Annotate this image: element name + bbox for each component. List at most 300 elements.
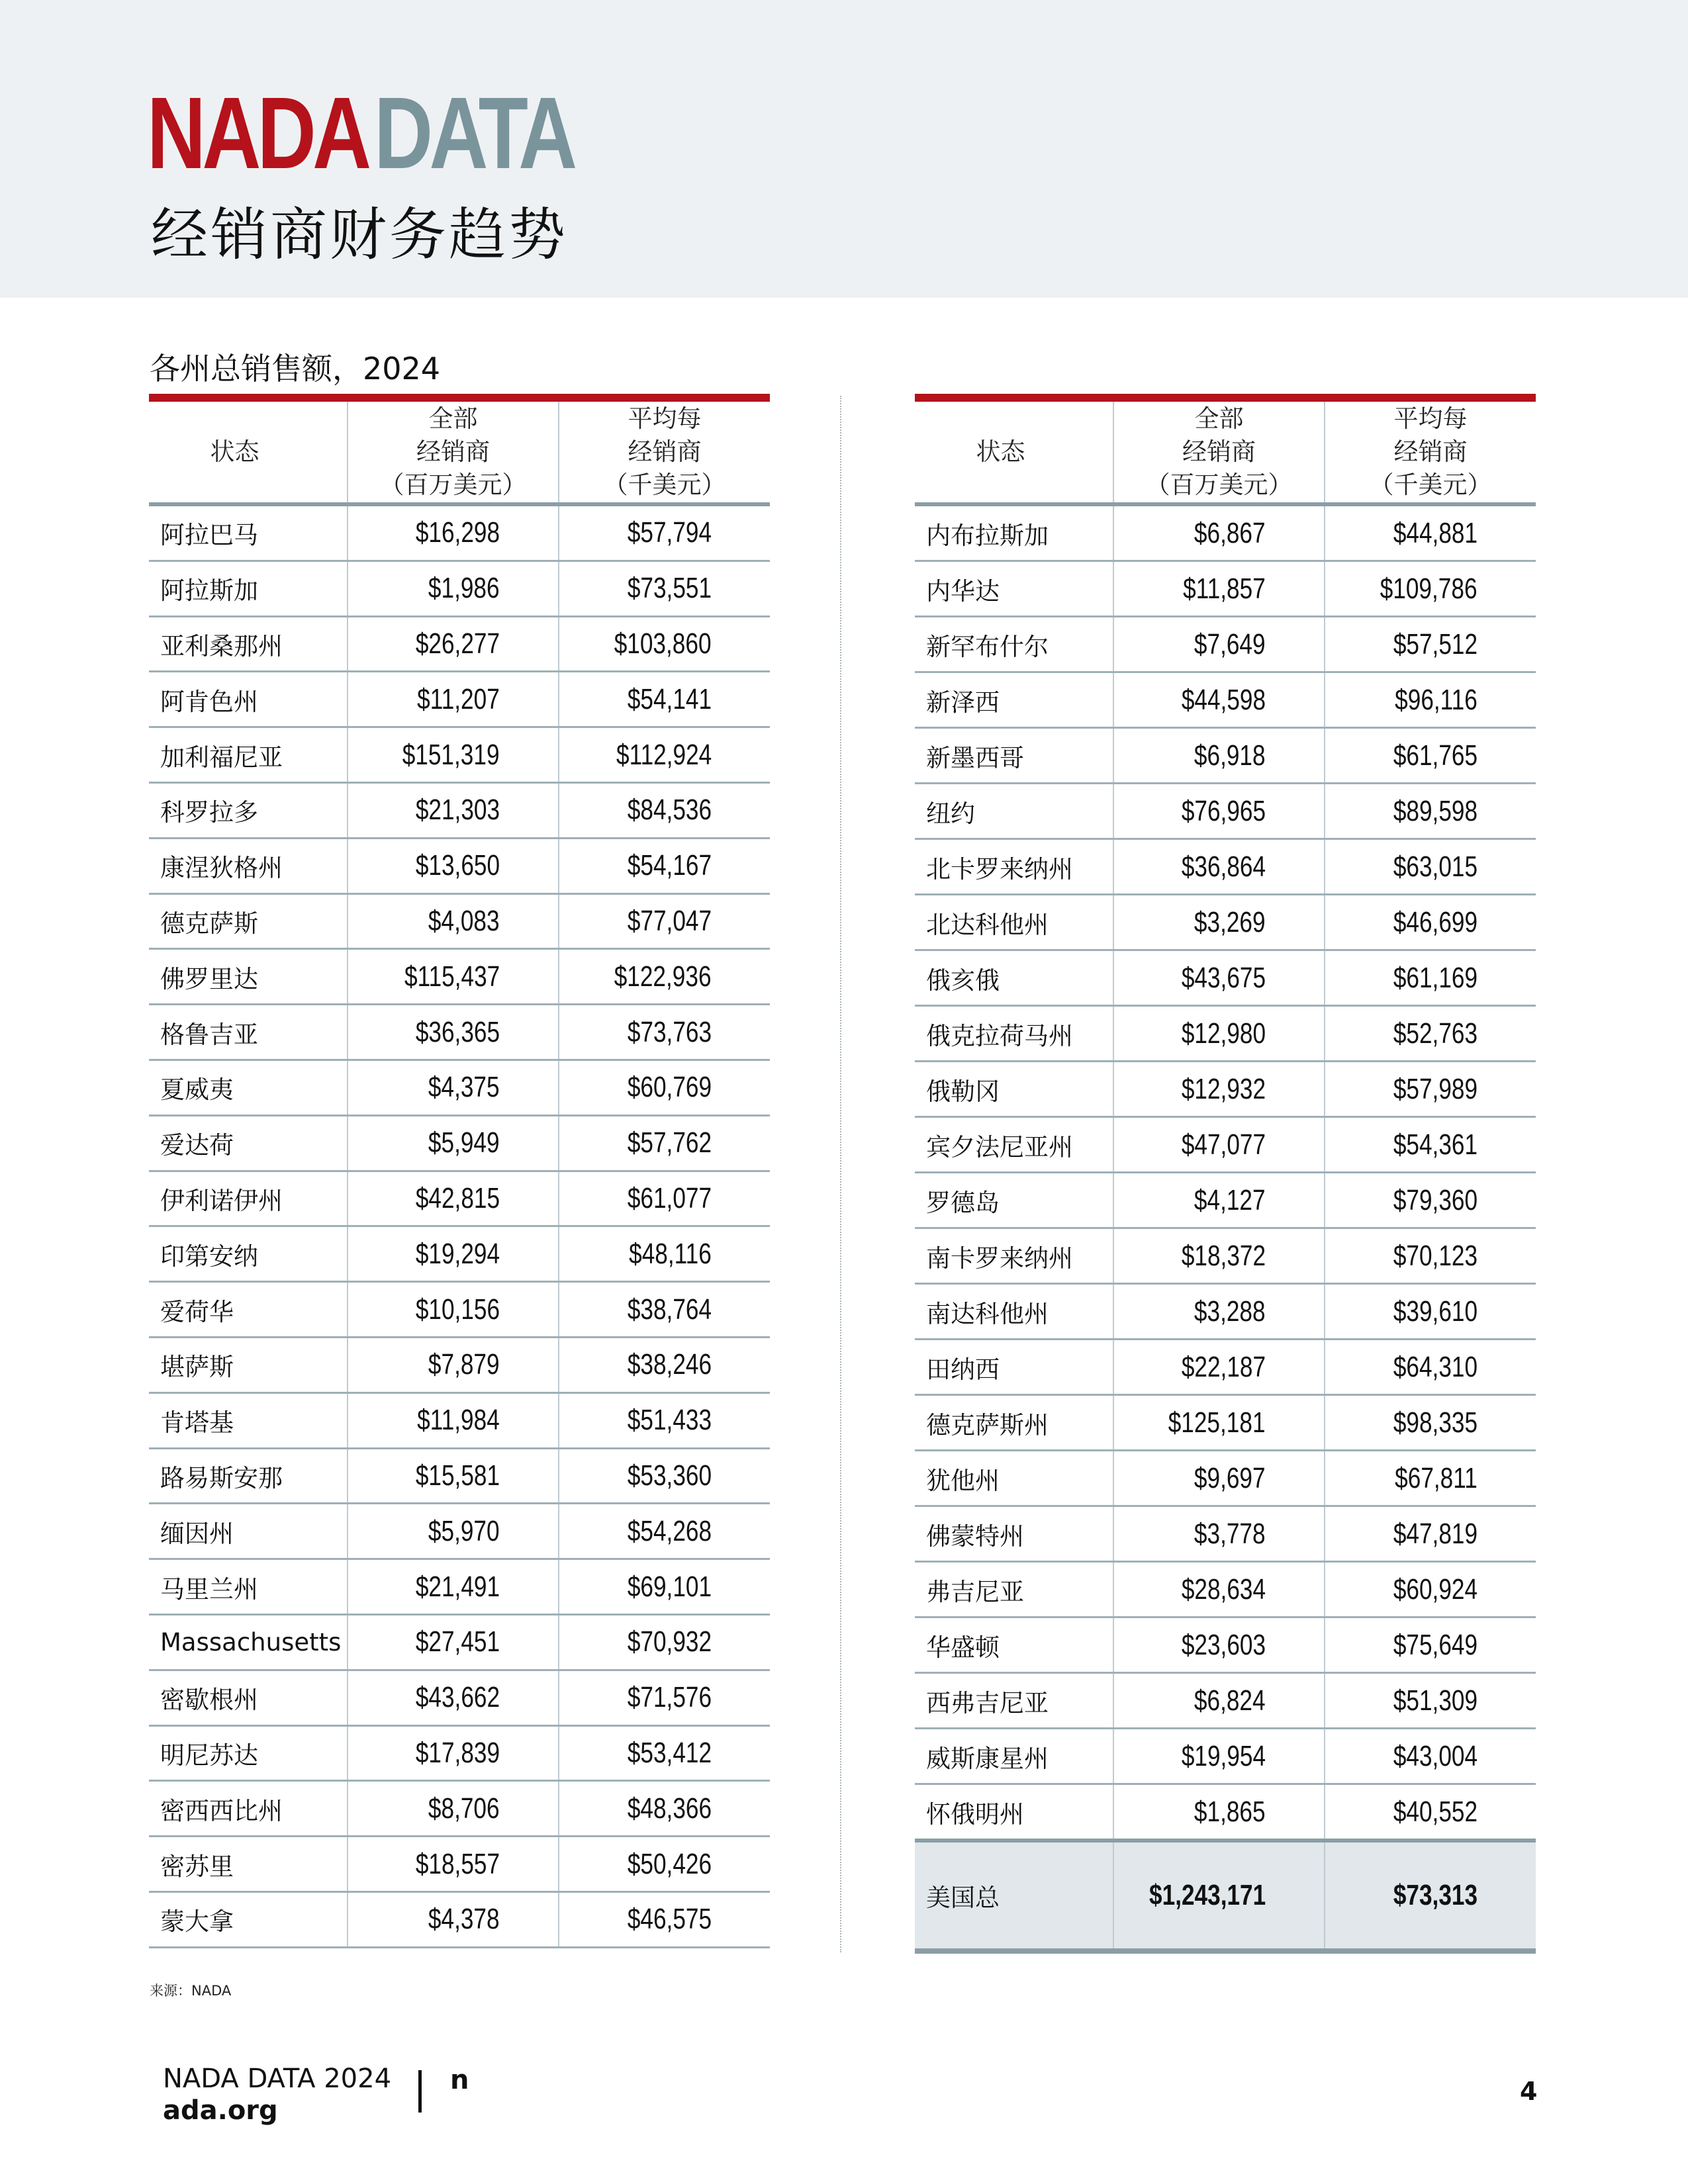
header-line: 全部	[1194, 404, 1244, 433]
total-sales-cell	[348, 782, 559, 838]
left-table-body	[149, 504, 770, 1947]
average-sales-value: $61,765	[1393, 739, 1477, 772]
average-sales-cell	[559, 1392, 770, 1448]
average-sales-cell	[559, 1060, 770, 1115]
state-name-cell: 西弗吉尼亚	[915, 1673, 1113, 1729]
state-name-cell: 密西西比州	[149, 1781, 348, 1837]
total-sales-value: $76,965	[1181, 794, 1266, 827]
table-row	[149, 1837, 770, 1892]
total-sales-cell	[348, 561, 559, 616]
total-sales-cell	[348, 1115, 559, 1171]
average-sales-cell	[1325, 728, 1536, 784]
total-sales-cell	[1113, 1506, 1325, 1562]
total-sales-cell	[1113, 617, 1325, 672]
total-sales-cell	[348, 1781, 559, 1837]
average-sales-cell	[559, 1171, 770, 1226]
header-line: 经销商	[1393, 437, 1468, 466]
total-sales-cell	[1113, 1841, 1325, 1951]
total-sales-cell	[348, 1725, 559, 1781]
table-row	[149, 1337, 770, 1392]
total-sales-cell	[348, 893, 559, 949]
state-name-cell: Massachusetts	[149, 1614, 348, 1670]
total-sales-value: $12,932	[1181, 1072, 1266, 1105]
total-sales-cell	[1113, 895, 1325, 950]
state-name-cell: 俄克拉荷马州	[915, 1006, 1113, 1062]
average-sales-cell	[1325, 1117, 1536, 1173]
average-sales-cell	[559, 1226, 770, 1282]
footer-separator	[418, 2070, 422, 2113]
average-sales-cell	[1325, 1173, 1536, 1228]
right-sales-table	[915, 402, 1536, 1954]
total-sales-value: $3,778	[1194, 1517, 1266, 1550]
average-sales-value: $46,699	[1393, 905, 1477, 938]
average-sales-value: $50,426	[627, 1847, 712, 1880]
total-sales-value: $4,378	[428, 1903, 500, 1936]
total-sales-cell	[1113, 1395, 1325, 1451]
table-header-row	[149, 402, 770, 504]
state-name-cell: 格鲁吉亚	[149, 1005, 348, 1060]
table-row	[915, 1062, 1536, 1117]
table-title: 各州总销售额，2024	[150, 351, 441, 387]
table-row	[149, 1559, 770, 1615]
total-sales-value: $10,156	[415, 1293, 500, 1326]
state-name-cell: 亚利桑那州	[149, 616, 348, 672]
table-row	[149, 1504, 770, 1559]
state-name-cell: 路易斯安那	[149, 1448, 348, 1504]
average-sales-value: $57,794	[627, 516, 712, 549]
total-sales-value: $22,187	[1181, 1350, 1266, 1383]
total-sales-cell	[1113, 1284, 1325, 1340]
state-name-cell: 新墨西哥	[915, 728, 1113, 784]
column-divider	[840, 396, 841, 1952]
average-sales-cell	[559, 893, 770, 949]
total-sales-cell	[1113, 1062, 1325, 1117]
us-total-row	[915, 1841, 1536, 1951]
column-header-state: 状态	[915, 402, 1113, 504]
state-name-cell: 内布拉斯加	[915, 504, 1113, 561]
average-sales-cell	[559, 1337, 770, 1392]
total-sales-value: $36,365	[415, 1015, 500, 1048]
average-sales-value: $67,811	[1395, 1461, 1477, 1494]
red-rule	[149, 394, 770, 402]
state-name-cell: 北达科他州	[915, 895, 1113, 950]
state-name-cell: 犹他州	[915, 1451, 1113, 1506]
average-sales-cell	[1325, 1228, 1536, 1284]
average-sales-value: $57,989	[1393, 1072, 1477, 1105]
state-name-cell: 新泽西	[915, 672, 1113, 728]
total-sales-value: $1,986	[428, 572, 500, 605]
table-row	[915, 1784, 1536, 1841]
average-sales-cell	[559, 561, 770, 616]
state-name-cell: 南卡罗来纳州	[915, 1228, 1113, 1284]
table-row	[915, 504, 1536, 561]
total-sales-cell	[348, 504, 559, 561]
state-name-cell: 田纳西	[915, 1340, 1113, 1395]
average-sales-cell	[559, 1837, 770, 1892]
table-row	[915, 1284, 1536, 1340]
state-name-cell: 佛罗里达	[149, 949, 348, 1005]
column-header-total	[348, 402, 559, 504]
total-sales-cell	[348, 949, 559, 1005]
average-sales-value: $63,015	[1393, 850, 1477, 883]
state-name-cell: 佛蒙特州	[915, 1506, 1113, 1562]
total-sales-cell	[348, 1559, 559, 1615]
table-row	[149, 893, 770, 949]
state-name-cell: 肯塔基	[149, 1392, 348, 1448]
total-sales-cell	[1113, 1340, 1325, 1395]
state-name-cell: 华盛顿	[915, 1617, 1113, 1673]
average-sales-value: $54,361	[1393, 1128, 1477, 1161]
average-sales-cell	[1325, 1395, 1536, 1451]
table-row	[915, 1617, 1536, 1673]
brand-logo	[147, 76, 574, 190]
total-sales-value: $43,675	[1181, 961, 1266, 994]
table-row	[149, 616, 770, 672]
total-sales-cell	[1113, 784, 1325, 839]
total-sales-cell	[1113, 1617, 1325, 1673]
red-rule	[915, 394, 1536, 402]
average-sales-value: $51,433	[627, 1404, 712, 1437]
average-sales-value: $77,047	[627, 904, 712, 937]
state-name-cell: 威斯康星州	[915, 1729, 1113, 1784]
average-sales-value: $84,536	[627, 794, 712, 827]
average-sales-value: $51,309	[1393, 1684, 1477, 1717]
total-sales-cell	[348, 1060, 559, 1115]
average-sales-value: $73,551	[627, 572, 712, 605]
total-sales-cell	[1113, 1173, 1325, 1228]
table-row	[149, 561, 770, 616]
total-sales-value: $7,649	[1194, 627, 1266, 660]
average-sales-value: $43,004	[1393, 1739, 1477, 1772]
average-sales-value: $96,116	[1395, 683, 1477, 716]
state-name-cell: 夏威夷	[149, 1060, 348, 1115]
total-sales-value: $5,949	[428, 1126, 500, 1160]
table-row	[149, 1725, 770, 1781]
average-sales-cell	[1325, 1006, 1536, 1062]
total-sales-value: $23,603	[1181, 1628, 1266, 1661]
table-row	[915, 672, 1536, 728]
average-sales-cell	[1325, 1062, 1536, 1117]
average-sales-value: $61,077	[627, 1181, 712, 1214]
average-sales-value: $48,366	[627, 1792, 712, 1825]
state-name-cell: 阿拉巴马	[149, 504, 348, 561]
total-sales-cell	[1113, 839, 1325, 895]
average-sales-value: $89,598	[1393, 794, 1477, 827]
average-sales-value: $54,268	[627, 1514, 712, 1547]
average-sales-value: $71,576	[627, 1681, 712, 1714]
state-name-cell: 堪萨斯	[149, 1337, 348, 1392]
state-name-cell: 伊利诺伊州	[149, 1171, 348, 1226]
state-name-cell: 爱达荷	[149, 1115, 348, 1171]
header-line: 经销商	[628, 437, 702, 466]
average-sales-value: $54,167	[627, 849, 712, 882]
table-row	[149, 838, 770, 893]
total-sales-cell	[1113, 1673, 1325, 1729]
total-sales-value: $13,650	[415, 849, 500, 882]
total-sales-cell	[348, 1226, 559, 1282]
source-note: 来源：NADA	[150, 1983, 232, 1999]
total-sales-value: $16,298	[415, 516, 500, 549]
column-header-total	[1113, 402, 1325, 504]
total-sales-value: $6,918	[1194, 739, 1266, 772]
total-average-cell	[1325, 1841, 1536, 1951]
total-sales-value: $11,207	[417, 682, 500, 715]
table-row	[149, 1005, 770, 1060]
state-name-cell: 明尼苏达	[149, 1725, 348, 1781]
average-sales-value: $53,360	[627, 1459, 712, 1492]
average-sales-cell	[1325, 1617, 1536, 1673]
average-sales-value: $46,575	[627, 1903, 712, 1936]
total-sales-value: $9,697	[1194, 1461, 1266, 1494]
table-row	[915, 1340, 1536, 1395]
total-sales-cell	[348, 672, 559, 727]
average-sales-cell	[559, 1559, 770, 1615]
state-name-cell: 德克萨斯州	[915, 1395, 1113, 1451]
average-sales-value: $48,116	[629, 1237, 712, 1270]
total-sales-cell	[1113, 728, 1325, 784]
average-sales-value: $38,246	[627, 1348, 712, 1381]
total-sales-value: $43,662	[415, 1681, 500, 1714]
state-name-cell: 科罗拉多	[149, 782, 348, 838]
table-row	[915, 1673, 1536, 1729]
average-sales-value: $98,335	[1393, 1406, 1477, 1439]
average-sales-cell	[1325, 839, 1536, 895]
average-sales-cell	[1325, 1506, 1536, 1562]
state-name-cell: 南达科他州	[915, 1284, 1113, 1340]
state-name-cell: 加利福尼亚	[149, 727, 348, 783]
table-row	[915, 1117, 1536, 1173]
table-row	[915, 617, 1536, 672]
average-sales-cell	[1325, 561, 1536, 617]
average-sales-cell	[559, 1614, 770, 1670]
total-sales-value: $36,864	[1181, 850, 1266, 883]
column-header-average	[1325, 402, 1536, 504]
brand-nada: NADA	[147, 76, 368, 190]
total-sales-value: $3,288	[1194, 1295, 1266, 1328]
table-row	[915, 895, 1536, 950]
average-sales-cell	[1325, 784, 1536, 839]
total-sales-value: $4,083	[428, 904, 500, 937]
average-sales-cell	[559, 949, 770, 1005]
average-sales-cell	[1325, 1340, 1536, 1395]
average-sales-value: $112,924	[616, 738, 712, 771]
average-sales-value: $44,881	[1393, 516, 1477, 549]
average-sales-value: $79,360	[1393, 1183, 1477, 1216]
total-sales-value: $115,437	[404, 960, 500, 993]
average-sales-cell	[559, 672, 770, 727]
table-row	[149, 1891, 770, 1947]
table-row	[149, 727, 770, 783]
total-sales-cell	[348, 1171, 559, 1226]
table-row	[149, 1060, 770, 1115]
total-sales-value: $4,127	[1194, 1183, 1266, 1216]
table-row	[915, 1562, 1536, 1617]
total-label: 美国总	[915, 1841, 1113, 1951]
average-sales-value: $57,512	[1393, 627, 1477, 660]
total-sales-cell	[348, 838, 559, 893]
average-sales-cell	[1325, 1284, 1536, 1340]
total-sales-value: $15,581	[415, 1459, 500, 1492]
average-sales-cell	[559, 1781, 770, 1837]
total-sales-cell	[348, 1504, 559, 1559]
total-sales-value: $11,984	[417, 1404, 500, 1437]
total-sales-value: $3,269	[1194, 905, 1266, 938]
total-sales-cell	[1113, 1562, 1325, 1617]
total-sales-value: $11,857	[1183, 572, 1266, 605]
total-sales-cell	[348, 1337, 559, 1392]
state-name-cell: 缅因州	[149, 1504, 348, 1559]
table-row	[149, 1781, 770, 1837]
total-sales-value: $7,879	[428, 1348, 500, 1381]
total-sales-value: $4,375	[428, 1071, 500, 1104]
header-line: 全部	[428, 404, 478, 433]
total-sales-cell	[348, 1005, 559, 1060]
average-sales-value: $57,762	[627, 1126, 712, 1160]
table-row	[149, 1171, 770, 1226]
table-row	[915, 1451, 1536, 1506]
total-sales-value: $6,867	[1194, 516, 1266, 549]
state-name-cell: 爱荷华	[149, 1282, 348, 1338]
state-name-cell: 马里兰州	[149, 1559, 348, 1615]
total-sales-cell	[1113, 672, 1325, 728]
average-sales-value: $122,936	[614, 960, 712, 993]
total-sales-cell	[348, 1392, 559, 1448]
average-sales-value: $60,769	[627, 1071, 712, 1104]
average-sales-cell	[559, 727, 770, 783]
average-sales-cell	[559, 1448, 770, 1504]
header-line: 平均每	[628, 404, 702, 433]
state-name-cell: 北卡罗来纳州	[915, 839, 1113, 895]
table-row	[915, 839, 1536, 895]
header-line: （千美元）	[1369, 471, 1492, 499]
state-name-cell: 新罕布什尔	[915, 617, 1113, 672]
column-header-state: 状态	[149, 402, 348, 504]
table-row	[915, 1395, 1536, 1451]
total-sales-value: $47,077	[1181, 1128, 1266, 1161]
total-sales-cell	[1113, 1117, 1325, 1173]
average-sales-value: $75,649	[1393, 1628, 1477, 1661]
table-row	[915, 728, 1536, 784]
total-sales-value: $1,243,171	[1149, 1879, 1266, 1911]
state-name-cell: 印第安纳	[149, 1226, 348, 1282]
total-average-value: $73,313	[1393, 1879, 1477, 1911]
state-name-cell: 俄亥俄	[915, 950, 1113, 1006]
average-sales-value: $109,786	[1380, 572, 1477, 605]
average-sales-value: $69,101	[627, 1570, 712, 1603]
header-line: （千美元）	[603, 471, 726, 499]
right-table-panel	[915, 394, 1536, 1954]
table-row	[149, 1448, 770, 1504]
total-sales-cell	[1113, 504, 1325, 561]
total-sales-value: $26,277	[415, 627, 500, 660]
table-row	[915, 1228, 1536, 1284]
table-header-row	[915, 402, 1536, 504]
total-sales-value: $6,824	[1194, 1684, 1266, 1717]
average-sales-cell	[1325, 672, 1536, 728]
total-sales-value: $18,372	[1181, 1239, 1266, 1272]
column-header-average	[559, 402, 770, 504]
total-sales-value: $44,598	[1181, 683, 1266, 716]
total-sales-value: $12,980	[1181, 1017, 1266, 1050]
brand-data: DATA	[374, 76, 574, 190]
table-row	[149, 1282, 770, 1338]
table-row	[149, 1614, 770, 1670]
average-sales-value: $47,819	[1393, 1517, 1477, 1550]
average-sales-value: $70,932	[627, 1625, 712, 1659]
state-name-cell: 德克萨斯	[149, 893, 348, 949]
table-row	[915, 950, 1536, 1006]
average-sales-value: $40,552	[1393, 1795, 1477, 1828]
table-row	[915, 1006, 1536, 1062]
average-sales-cell	[559, 1891, 770, 1947]
average-sales-value: $52,763	[1393, 1017, 1477, 1050]
average-sales-cell	[1325, 1673, 1536, 1729]
average-sales-cell	[559, 616, 770, 672]
average-sales-value: $73,763	[627, 1015, 712, 1048]
total-sales-cell	[1113, 1228, 1325, 1284]
total-sales-cell	[348, 1282, 559, 1338]
footer-website: ada.org	[163, 2095, 278, 2126]
table-row	[915, 1173, 1536, 1228]
total-sales-value: $21,491	[415, 1570, 500, 1603]
header-line: 经销商	[416, 437, 490, 466]
average-sales-cell	[559, 1725, 770, 1781]
total-sales-cell	[1113, 1729, 1325, 1784]
total-sales-cell	[348, 727, 559, 783]
total-sales-cell	[348, 1837, 559, 1892]
average-sales-cell	[559, 1504, 770, 1559]
table-row	[149, 949, 770, 1005]
total-sales-value: $17,839	[415, 1736, 500, 1769]
total-sales-value: $28,634	[1181, 1572, 1266, 1606]
average-sales-cell	[559, 838, 770, 893]
average-sales-value: $103,860	[614, 627, 712, 660]
state-name-cell: 纽约	[915, 784, 1113, 839]
table-row	[915, 784, 1536, 839]
total-sales-value: $125,181	[1168, 1406, 1266, 1439]
table-row	[149, 672, 770, 727]
total-sales-cell	[348, 1614, 559, 1670]
header-line: （百万美元）	[379, 471, 527, 499]
total-sales-value: $19,294	[415, 1237, 500, 1270]
footer-letter: n	[450, 2065, 469, 2095]
footer-publication: NADA DATA 2024	[163, 2064, 392, 2094]
state-name-cell: 阿肯色州	[149, 672, 348, 727]
total-sales-value: $21,303	[415, 794, 500, 827]
state-name-cell: 宾夕法尼亚州	[915, 1117, 1113, 1173]
header-line: 经销商	[1182, 437, 1256, 466]
total-sales-value: $8,706	[428, 1792, 500, 1825]
table-row	[915, 561, 1536, 617]
table-row	[149, 1392, 770, 1448]
right-table-body	[915, 504, 1536, 1841]
average-sales-value: $64,310	[1393, 1350, 1477, 1383]
table-row	[149, 1670, 770, 1725]
average-sales-cell	[1325, 617, 1536, 672]
table-row	[149, 1226, 770, 1282]
average-sales-cell	[559, 504, 770, 561]
total-sales-value: $27,451	[415, 1625, 500, 1659]
total-sales-cell	[1113, 1784, 1325, 1841]
state-name-cell: 罗德岛	[915, 1173, 1113, 1228]
total-sales-cell	[1113, 1451, 1325, 1506]
state-name-cell: 密苏里	[149, 1837, 348, 1892]
left-sales-table	[149, 402, 770, 1948]
total-sales-value: $42,815	[415, 1181, 500, 1214]
average-sales-value: $38,764	[627, 1293, 712, 1326]
average-sales-value: $53,412	[627, 1736, 712, 1769]
total-sales-cell	[348, 1448, 559, 1504]
